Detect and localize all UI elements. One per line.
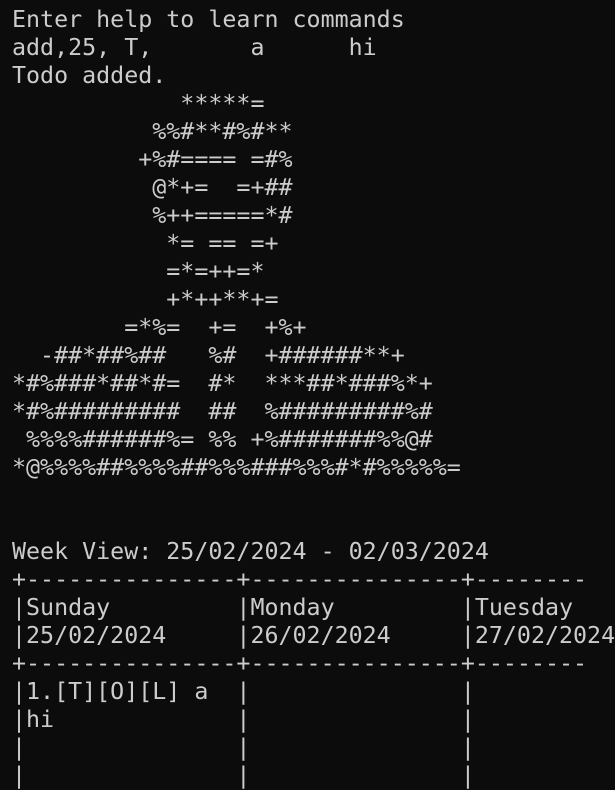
table-border: +---------------+---------------+-------- xyxy=(12,650,588,677)
ascii-art-line: *= == =+ xyxy=(12,230,279,257)
week-view-title: Week View: 25/02/2024 - 02/03/2024 xyxy=(12,538,489,565)
ascii-art-line: @*+= =+## xyxy=(12,174,293,201)
table-row: |1.[T][O][L] a | | xyxy=(12,678,475,705)
table-row: | | | xyxy=(12,734,475,761)
help-prompt-line: Enter help to learn commands xyxy=(12,6,405,33)
ascii-art-line: *#%######### ## %#########%# xyxy=(12,398,433,425)
table-header-days: |Sunday |Monday |Tuesday xyxy=(12,594,574,621)
table-row: | | | xyxy=(12,762,475,789)
ascii-art-line: =*=++=* xyxy=(12,258,265,285)
command-input-line: add,25, T, a hi xyxy=(12,34,377,61)
ascii-art-line: %%%%######%= %% +%#######%%@# xyxy=(12,426,433,453)
ascii-art-line: %%#**#%#** xyxy=(12,118,293,145)
todo-added-message: Todo added. xyxy=(12,62,167,89)
ascii-art-line: -##*##%## %# +######**+ xyxy=(12,342,405,369)
ascii-art-line: *#%###*##*#= #* ***##*###%*+ xyxy=(12,370,433,397)
ascii-art-line: =*%= += +%+ xyxy=(12,314,307,341)
table-row: |hi | | xyxy=(12,706,475,733)
ascii-art-line: *@%%%%##%%%%##%%%###%%%#*#%%%%%= xyxy=(12,454,461,481)
table-header-dates: |25/02/2024 |26/02/2024 |27/02/2024 xyxy=(12,622,615,649)
table-border: +---------------+---------------+-------- xyxy=(12,566,588,593)
ascii-art-line: %++=====*# xyxy=(12,202,293,229)
ascii-art-line: *****= xyxy=(12,90,265,117)
ascii-art-line: +*++**+= xyxy=(12,286,279,313)
ascii-art-line: +%#==== =#% xyxy=(12,146,293,173)
